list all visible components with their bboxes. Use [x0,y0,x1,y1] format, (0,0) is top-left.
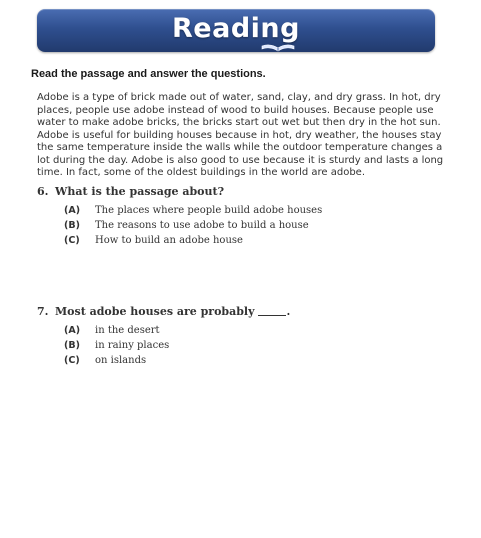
question-7-options [64,323,169,368]
option-text: on islands [95,355,147,366]
question-text: Most adobe houses are probably [55,305,255,318]
question-7 [37,305,290,318]
option-text: The reasons to use adobe to build a house [95,220,309,231]
option-b[interactable] [64,218,322,233]
question-number: 7. [37,305,49,318]
option-letter: (C) [64,235,80,246]
option-letter: (C) [64,355,80,366]
reading-banner [37,9,435,52]
question-6-options [64,203,322,248]
instructions: Read the passage and answer the questions. [31,68,266,80]
option-c[interactable] [64,353,169,368]
option-b[interactable] [64,338,169,353]
option-c[interactable] [64,233,322,248]
page-title: Reading [172,13,300,44]
question-text: What is the passage about? [55,185,225,198]
answer-blank [258,315,286,316]
option-a[interactable] [64,203,322,218]
option-text: in rainy places [95,340,170,351]
option-letter: (A) [64,325,81,336]
option-letter: (B) [64,340,80,351]
question-number: 6. [37,185,49,198]
option-text: The places where people build adobe houses [95,205,323,216]
option-text: How to build an adobe house [95,235,243,246]
reading-passage: Adobe is a type of brick made out of water, sand, clay, and dry grass. In hot, dry places, people use adobe instead of wood to build houses. Because people use water to make adobe bricks, the bricks start out wet but then dry in the hot sun. Adobe is useful for building houses because in hot, dry weather, the houses stay the same temperature inside the walls while the outdoor temperature changes a lot during the day. Adobe is also good to use because it is sturdy and lasts a long time. In fact, some of the oldest buildings in the world are adobe. [37,92,444,178]
question-6 [37,185,224,198]
option-a[interactable] [64,323,169,338]
option-text: in the desert [95,325,160,336]
option-letter: (B) [64,220,80,231]
option-letter: (A) [64,205,81,216]
open-book-icon [261,43,295,52]
question-suffix: . [286,305,291,318]
